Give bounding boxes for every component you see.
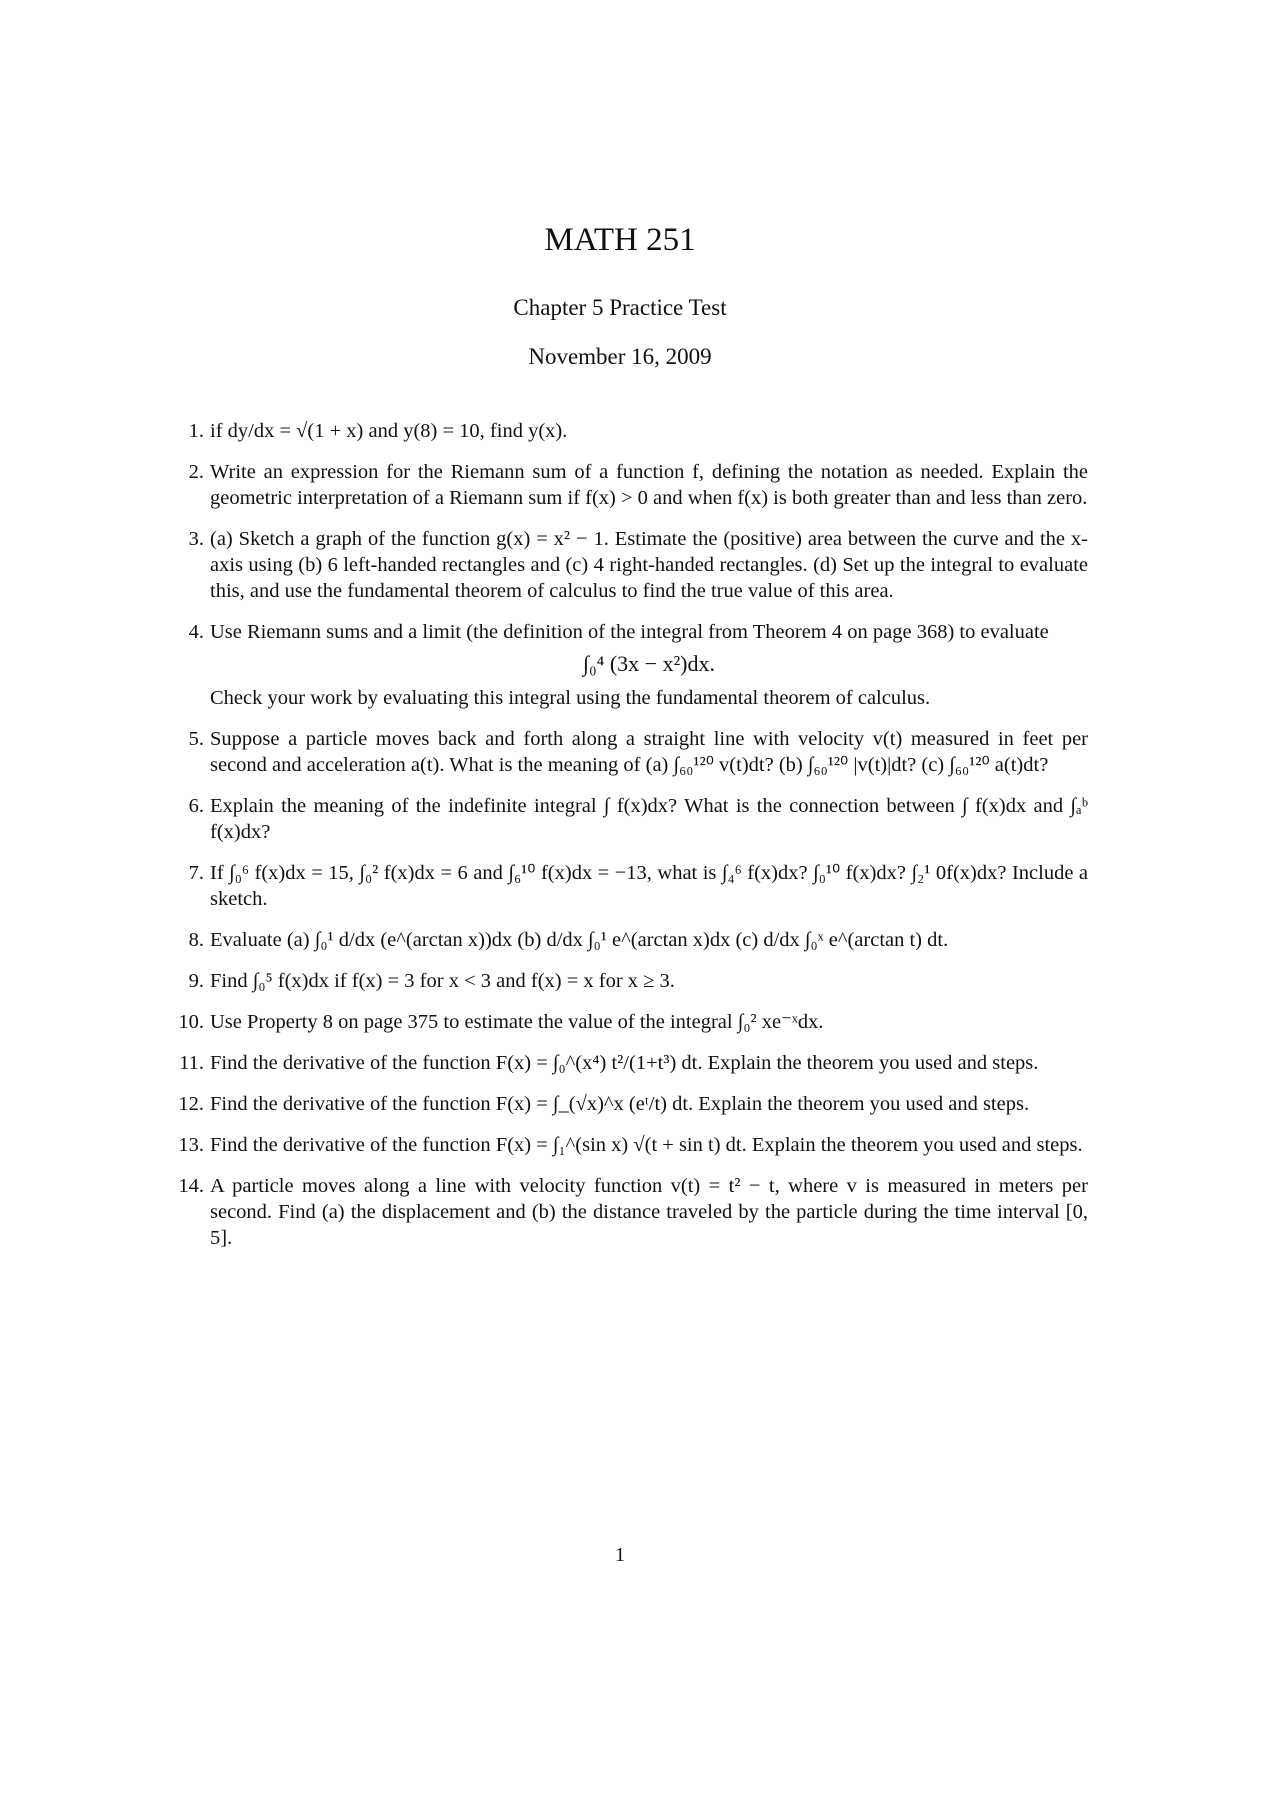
problem-number: 8. xyxy=(188,929,204,951)
problem-number: 3. xyxy=(188,528,204,550)
problem-item xyxy=(172,1091,1088,1117)
problem-number: 9. xyxy=(188,970,204,992)
problem-item xyxy=(172,1050,1088,1076)
problem-text: Evaluate (a) ∫₀¹ d/dx (e^(arctan x))dx (b) d/dx ∫₀¹ e^(arctan x)dx (c) d/dx ∫₀ˣ e^(arctan t) dt. xyxy=(210,929,949,951)
problem-number: 6. xyxy=(188,795,204,817)
page-number: 1 xyxy=(615,1544,625,1566)
problem-item xyxy=(172,619,1088,711)
page-subtitle: Chapter 5 Practice Test xyxy=(513,295,727,320)
page-date: November 16, 2009 xyxy=(528,344,712,369)
problem-number: 1. xyxy=(188,420,204,442)
problem-item xyxy=(172,968,1088,994)
problem-text: Find the derivative of the function F(x) = ∫_(√x)^x (eᵗ/t) dt. Explain the theorem you used and steps. xyxy=(210,1093,1030,1115)
problem-text: If ∫₀⁶ f(x)dx = 15, ∫₀² f(x)dx = 6 and ∫₆¹⁰ f(x)dx = −13, what is ∫₄⁶ f(x)dx? ∫₀¹⁰ f(x)dx? ∫₂¹ 0f(x)dx? Include a sketch. xyxy=(210,862,1088,910)
problem-item xyxy=(172,793,1088,845)
problem-number: 5. xyxy=(188,728,204,750)
problem-number: 14. xyxy=(178,1175,204,1197)
problem-number: 4. xyxy=(188,621,204,643)
problem-item xyxy=(172,1009,1088,1035)
problem-text: Use Riemann sums and a limit (the definition of the integral from Theorem 4 on page 368) to evaluate xyxy=(210,621,1049,643)
problem-text: Find ∫₀⁵ f(x)dx if f(x) = 3 for x < 3 and f(x) = x for x ≥ 3. xyxy=(210,970,675,992)
problem-item xyxy=(172,459,1088,511)
problem-number: 10. xyxy=(178,1011,204,1033)
problem-text: A particle moves along a line with velocity function v(t) = t² − t, where v is measured in meters per second. Find (a) the displacement and (b) the distance traveled by the particle during the time interval [0, 5]. xyxy=(210,1175,1088,1249)
problem-text: if dy/dx = √(1 + x) and y(8) = 10, find y(x). xyxy=(210,420,568,442)
problem-item xyxy=(172,860,1088,912)
problem-followup: Check your work by evaluating this integral using the fundamental theorem of calculus. xyxy=(210,687,931,709)
problem-item xyxy=(172,1132,1088,1158)
problem-number: 2. xyxy=(188,461,204,483)
problem-item xyxy=(172,726,1088,778)
problem-list xyxy=(172,418,1088,1266)
problem-item xyxy=(172,1173,1088,1251)
display-equation: ∫₀⁴ (3x − x²)dx. xyxy=(582,651,716,676)
problem-text: Find the derivative of the function F(x) = ∫₁^(sin x) √(t + sin t) dt. Explain the theorem you used and steps. xyxy=(210,1134,1083,1156)
problem-text: Suppose a particle moves back and forth along a straight line with velocity v(t) measured in feet per second and acceleration a(t). What is the meaning of (a) ∫₆₀¹²⁰ v(t)dt? (b) ∫₆₀¹²⁰ |v(t)|dt? (c) ∫₆₀¹²⁰ a(t)dt? xyxy=(210,728,1088,776)
problem-text: Explain the meaning of the indefinite integral ∫ f(x)dx? What is the connection between ∫ f(x)dx and ∫ₐᵇ f(x)dx? xyxy=(210,795,1088,843)
problem-number: 12. xyxy=(178,1093,204,1115)
problem-text: (a) Sketch a graph of the function g(x) = x² − 1. Estimate the (positive) area between the curve and the x-axis using (b) 6 left-handed rectangles and (c) 4 right-handed rectangles. (d) Set up the integral to evaluate this, and use the fundamental theorem of calculus to find the true value of this area. xyxy=(210,528,1088,602)
problem-number: 13. xyxy=(178,1134,204,1156)
problem-text: Use Property 8 on page 375 to estimate the value of the integral ∫₀² xe⁻ˣdx. xyxy=(210,1011,824,1033)
problem-item xyxy=(172,418,1088,444)
problem-number: 11. xyxy=(179,1052,204,1074)
page-title: MATH 251 xyxy=(544,222,696,258)
problem-item xyxy=(172,526,1088,604)
problem-text: Write an expression for the Riemann sum of a function f, defining the notation as needed. Explain the geometric interpretation of a Riemann sum if f(x) > 0 and when f(x) is both greater than and less than zero. xyxy=(210,461,1088,509)
problem-number: 7. xyxy=(188,862,204,884)
problem-item xyxy=(172,927,1088,953)
problem-text: Find the derivative of the function F(x) = ∫₀^(x⁴) t²/(1+t³) dt. Explain the theorem you used and steps. xyxy=(210,1052,1039,1074)
